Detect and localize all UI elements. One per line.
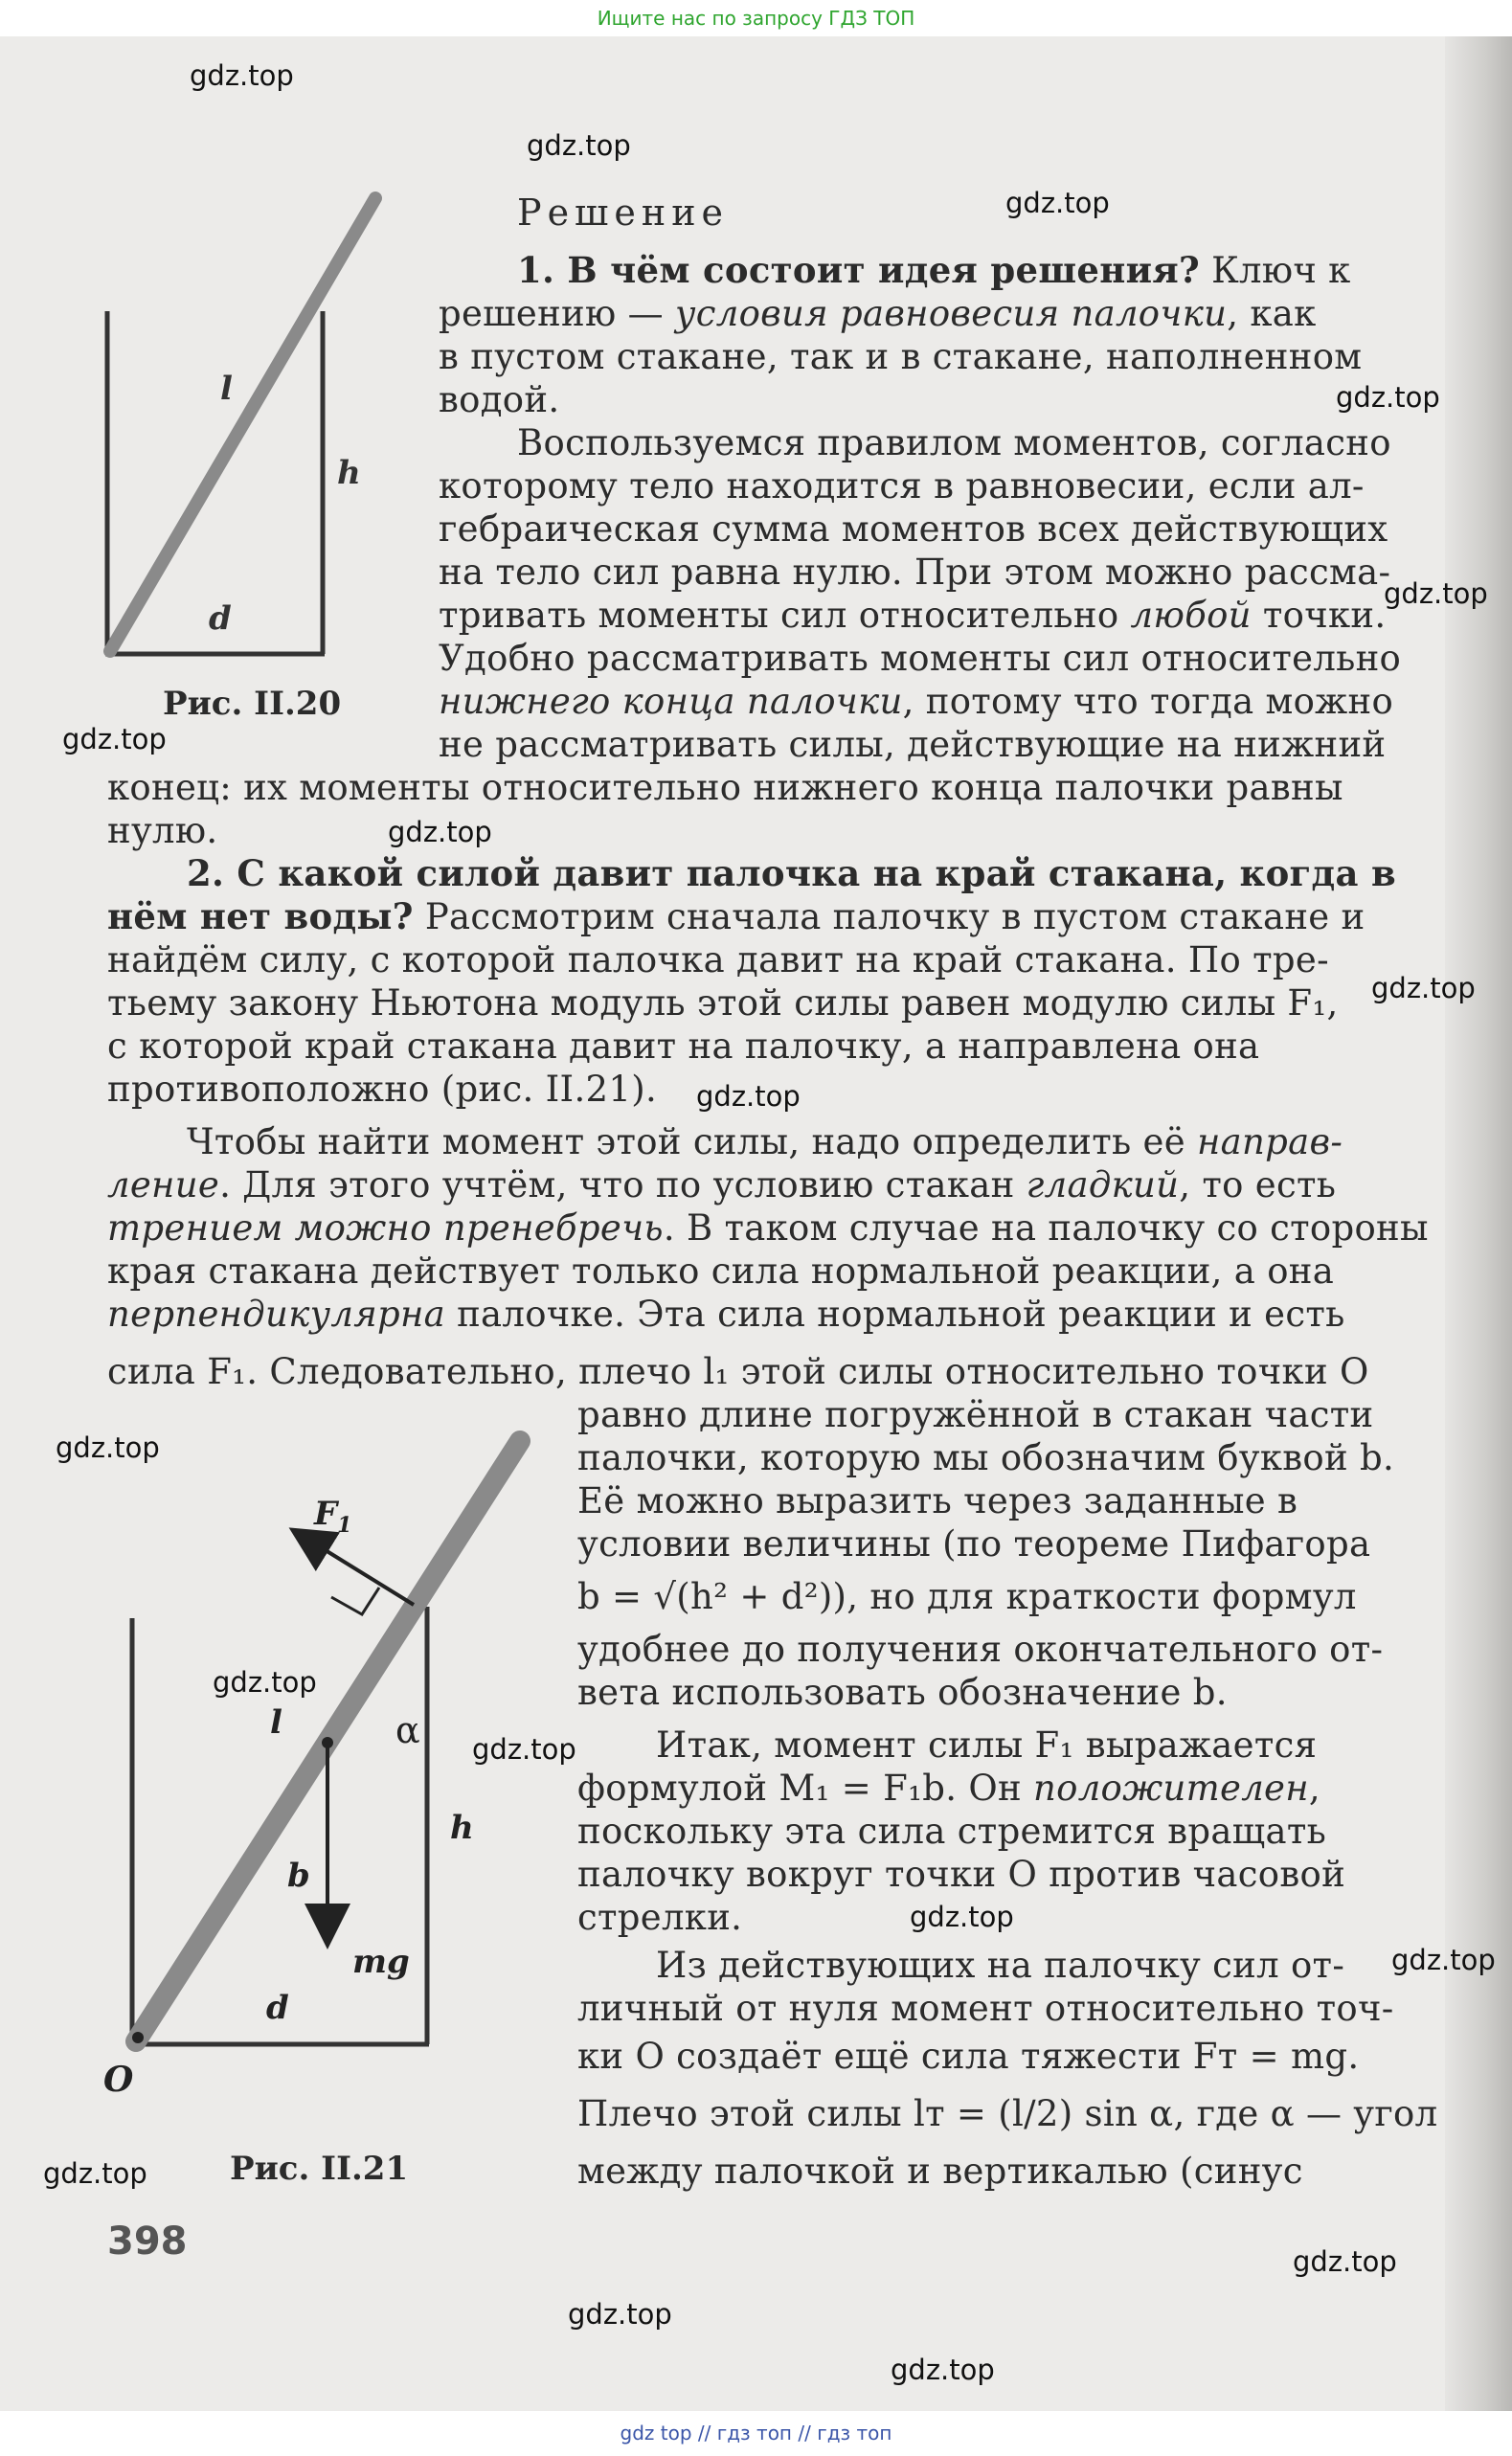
point-O: [132, 2032, 144, 2043]
label-mg: mg: [352, 1943, 410, 1981]
text-line: нижнего конца палочки, потому что тогда можно: [439, 681, 1394, 722]
text-line: формулой M₁ = F₁b. Он положителен,: [577, 1768, 1320, 1809]
text-line: Воспользуемся правилом моментов, согласно: [517, 422, 1391, 463]
text-line: которому тело находится в равновесии, если ал-: [439, 465, 1365, 507]
text-line: края стакана действует только сила нормальной реакции, а она: [107, 1251, 1335, 1292]
figure-ii-21: [96, 1417, 575, 2154]
text-line: трением можно пренебречь. В таком случае на палочку со стороны: [107, 1207, 1429, 1249]
text-line: сила F₁. Следовательно, плечо l₁ этой силы относительно точки O: [107, 1351, 1369, 1392]
watermark: gdz.top: [472, 1733, 576, 1766]
text-line: конец: их моменты относительно нижнего конца палочки равны: [107, 767, 1343, 808]
text-line: палочку вокруг точки O против часовой: [577, 1854, 1346, 1895]
figure-ii-20: [86, 187, 402, 675]
text-line: стрелки.: [577, 1897, 743, 1938]
watermark: gdz.top: [1293, 2245, 1397, 2278]
label-l: l: [270, 1703, 282, 1742]
text-line: ление. Для этого учтём, что по условию стакан гладкий, то есть: [107, 1164, 1337, 1205]
watermark: gdz.top: [213, 1666, 317, 1699]
stick: [110, 198, 375, 651]
text-line: Удобно рассматривать моменты сил относительно: [439, 638, 1402, 679]
text-line: равно длине погружённой в стакан части: [577, 1394, 1374, 1435]
text-line: вета использовать обозначение b.: [577, 1672, 1228, 1713]
watermark: gdz.top: [527, 129, 631, 162]
watermark: gdz.top: [1336, 381, 1440, 414]
text-line: тьему закону Ньютона модуль этой силы равен модулю силы F₁,: [107, 982, 1339, 1024]
top-banner[interactable]: Ищите нас по запросу ГДЗ ТОП: [0, 0, 1512, 36]
text-line: тривать моменты сил относительно любой точки.: [439, 595, 1387, 636]
text-line: нулю.: [107, 810, 218, 851]
watermark: gdz.top: [190, 59, 294, 92]
watermark: gdz.top: [696, 1080, 801, 1113]
label-l: l: [220, 370, 233, 408]
text-line: не рассматривать силы, действующие на нижний: [439, 724, 1387, 765]
text-line: между палочкой и вертикалью (синус: [577, 2151, 1303, 2192]
text-line: b = √(h² + d²)), но для краткости формул: [577, 1576, 1357, 1617]
text-line: Чтобы найти момент этой силы, надо определить её направ-: [187, 1121, 1343, 1162]
label-b: b: [287, 1857, 310, 1895]
text-line: с которой край стакана давит на палочку, а направлена она: [107, 1025, 1260, 1067]
figure-ii-20-caption: Рис. II.20: [163, 685, 342, 723]
text-line: поскольку эта сила стремится вращать: [577, 1811, 1327, 1852]
watermark: gdz.top: [388, 816, 492, 848]
watermark: gdz.top: [1371, 972, 1476, 1004]
text-line: решению — условия равновесия палочки, как: [439, 293, 1317, 334]
label-O: O: [103, 2060, 134, 2100]
page-number: 398: [107, 2219, 188, 2264]
bottom-banner[interactable]: gdz top // гдз топ // гдз топ: [0, 2411, 1512, 2456]
watermark: gdz.top: [891, 2354, 995, 2386]
label-d: d: [209, 599, 232, 638]
text-line: Итак, момент силы F₁ выражается: [656, 1724, 1318, 1766]
watermark: gdz.top: [568, 2298, 672, 2331]
text-line: гебраическая сумма моментов всех действующих: [439, 508, 1388, 550]
text-line: водой.: [439, 379, 560, 420]
page-edge-shadow: [1445, 36, 1512, 2411]
text-line: на тело сил равна нулю. При этом можно рассма-: [439, 552, 1391, 593]
text-line: Её можно выразить через заданные в: [577, 1480, 1298, 1521]
watermark: gdz.top: [62, 723, 167, 755]
text-line: Из действующих на палочку сил от-: [656, 1945, 1345, 1986]
right-angle-mark: [331, 1588, 379, 1614]
text-line: перпендикулярна палочке. Эта сила нормальной реакции и есть: [107, 1294, 1345, 1335]
label-alpha: α: [395, 1709, 420, 1751]
text-line: ки O создаёт ещё сила тяжести Fт = mg.: [577, 2036, 1360, 2077]
text-line: Плечо этой силы lт = (l/2) sin α, где α — угол: [577, 2093, 1438, 2134]
watermark: gdz.top: [1384, 577, 1488, 610]
text-line: 1. В чём состоит идея решения? Ключ к: [517, 249, 1351, 291]
text-line: 2. С какой силой давит палочка на край стакана, когда в: [187, 852, 1396, 894]
label-d: d: [266, 1989, 289, 2027]
section-heading: Решение: [517, 192, 730, 234]
figure-ii-21-caption: Рис. II.21: [230, 2150, 409, 2188]
watermark: gdz.top: [1005, 187, 1110, 219]
text-line: нём нет воды? Рассмотрим сначала палочку в пустом стакане и: [107, 895, 1365, 937]
text-line: противоположно (рис. II.21).: [107, 1069, 658, 1110]
text-line: личный от нуля момент относительно точ-: [577, 1988, 1394, 2029]
watermark: gdz.top: [1391, 1944, 1496, 1976]
text-line: удобнее до получения окончательного от-: [577, 1629, 1384, 1670]
label-h: h: [337, 454, 361, 492]
watermark: gdz.top: [43, 2157, 147, 2190]
text-line: палочки, которую мы обозначим буквой b.: [577, 1437, 1395, 1478]
label-h: h: [450, 1809, 474, 1847]
watermark: gdz.top: [910, 1901, 1014, 1933]
label-F1: $F_1$: [314, 1495, 352, 1538]
watermark: gdz.top: [56, 1431, 160, 1464]
force-F1-arrow: [308, 1540, 414, 1605]
text-line: в пустом стакане, так и в стакане, наполненном: [439, 336, 1363, 377]
text-line: найдём силу, с которой палочка давит на край стакана. По тре-: [107, 939, 1329, 980]
text-line: условии величины (по теореме Пифагора: [577, 1523, 1371, 1565]
